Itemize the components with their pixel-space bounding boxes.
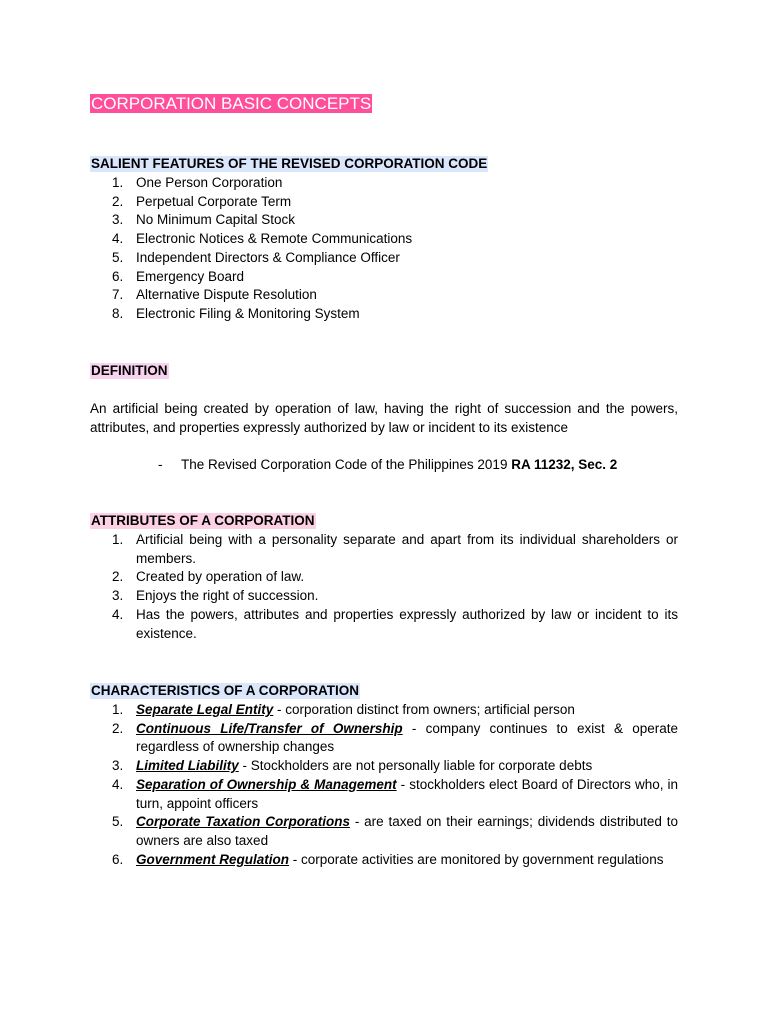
attributes-list	[90, 531, 678, 643]
document-title: CORPORATION BASIC CONCEPTS	[91, 94, 372, 113]
list-item: 8. Electronic Filing & Monitoring System	[112, 305, 360, 321]
characteristics-list	[90, 701, 678, 869]
list-item: 1. Artificial being with a personality separate and apart from its individual shareholders or members.	[112, 532, 678, 566]
list-item: 1. One Person Corporation	[112, 175, 283, 190]
list-item: 4. Electronic Notices & Remote Communications	[112, 231, 413, 247]
characteristics-heading: CHARACTERISTICS OF A CORPORATION	[91, 683, 359, 698]
salient-features-heading: SALIENT FEATURES OF THE REVISED CORPORATION CODE	[91, 156, 488, 171]
list-item: 5. Independent Directors & Compliance Officer	[112, 249, 400, 265]
list-item: 3. No Minimum Capital Stock	[112, 212, 296, 228]
list-item: 3. Limited Liability - Stockholders are not personally liable for corporate debts	[112, 758, 593, 774]
list-item: 5. Corporate Taxation Corporations - are taxed on their earnings; dividends distributed to owners are also taxed	[112, 814, 678, 848]
list-item: 6. Emergency Board	[112, 268, 245, 284]
list-item: 4. Has the powers, attributes and properties expressly authorized by law or incident to its existence.	[112, 606, 678, 641]
list-item: 7. Alternative Dispute Resolution	[112, 287, 317, 303]
list-item: 6. Government Regulation - corporate activities are monitored by government regulations	[112, 851, 664, 867]
list-item: 1. Separate Legal Entity - corporation distinct from owners; artificial person	[112, 702, 575, 717]
list-item: 3. Enjoys the right of succession.	[112, 588, 319, 604]
list-item: 2. Continuous Life/Transfer of Ownership - company continues to exist & operate regardless of ownership changes	[112, 720, 678, 755]
definition-citation: - The Revised Corporation Code of the Philippines 2019 RA 11232, Sec. 2	[158, 457, 618, 472]
salient-features-list	[90, 174, 678, 324]
definition-text: An artificial being created by operation of law, having the right of succession and the powers, attributes, and properties expressly authorized by law or incident to its existence	[90, 401, 678, 435]
list-item: 2. Perpetual Corporate Term	[112, 193, 292, 209]
list-item: 4. Separation of Ownership & Management - stockholders elect Board of Directors who, in turn, appoint officers	[112, 776, 678, 811]
list-item: 2. Created by operation of law.	[112, 569, 305, 585]
attributes-heading: ATTRIBUTES OF A CORPORATION	[91, 513, 315, 528]
definition-heading: DEFINITION	[91, 363, 168, 378]
